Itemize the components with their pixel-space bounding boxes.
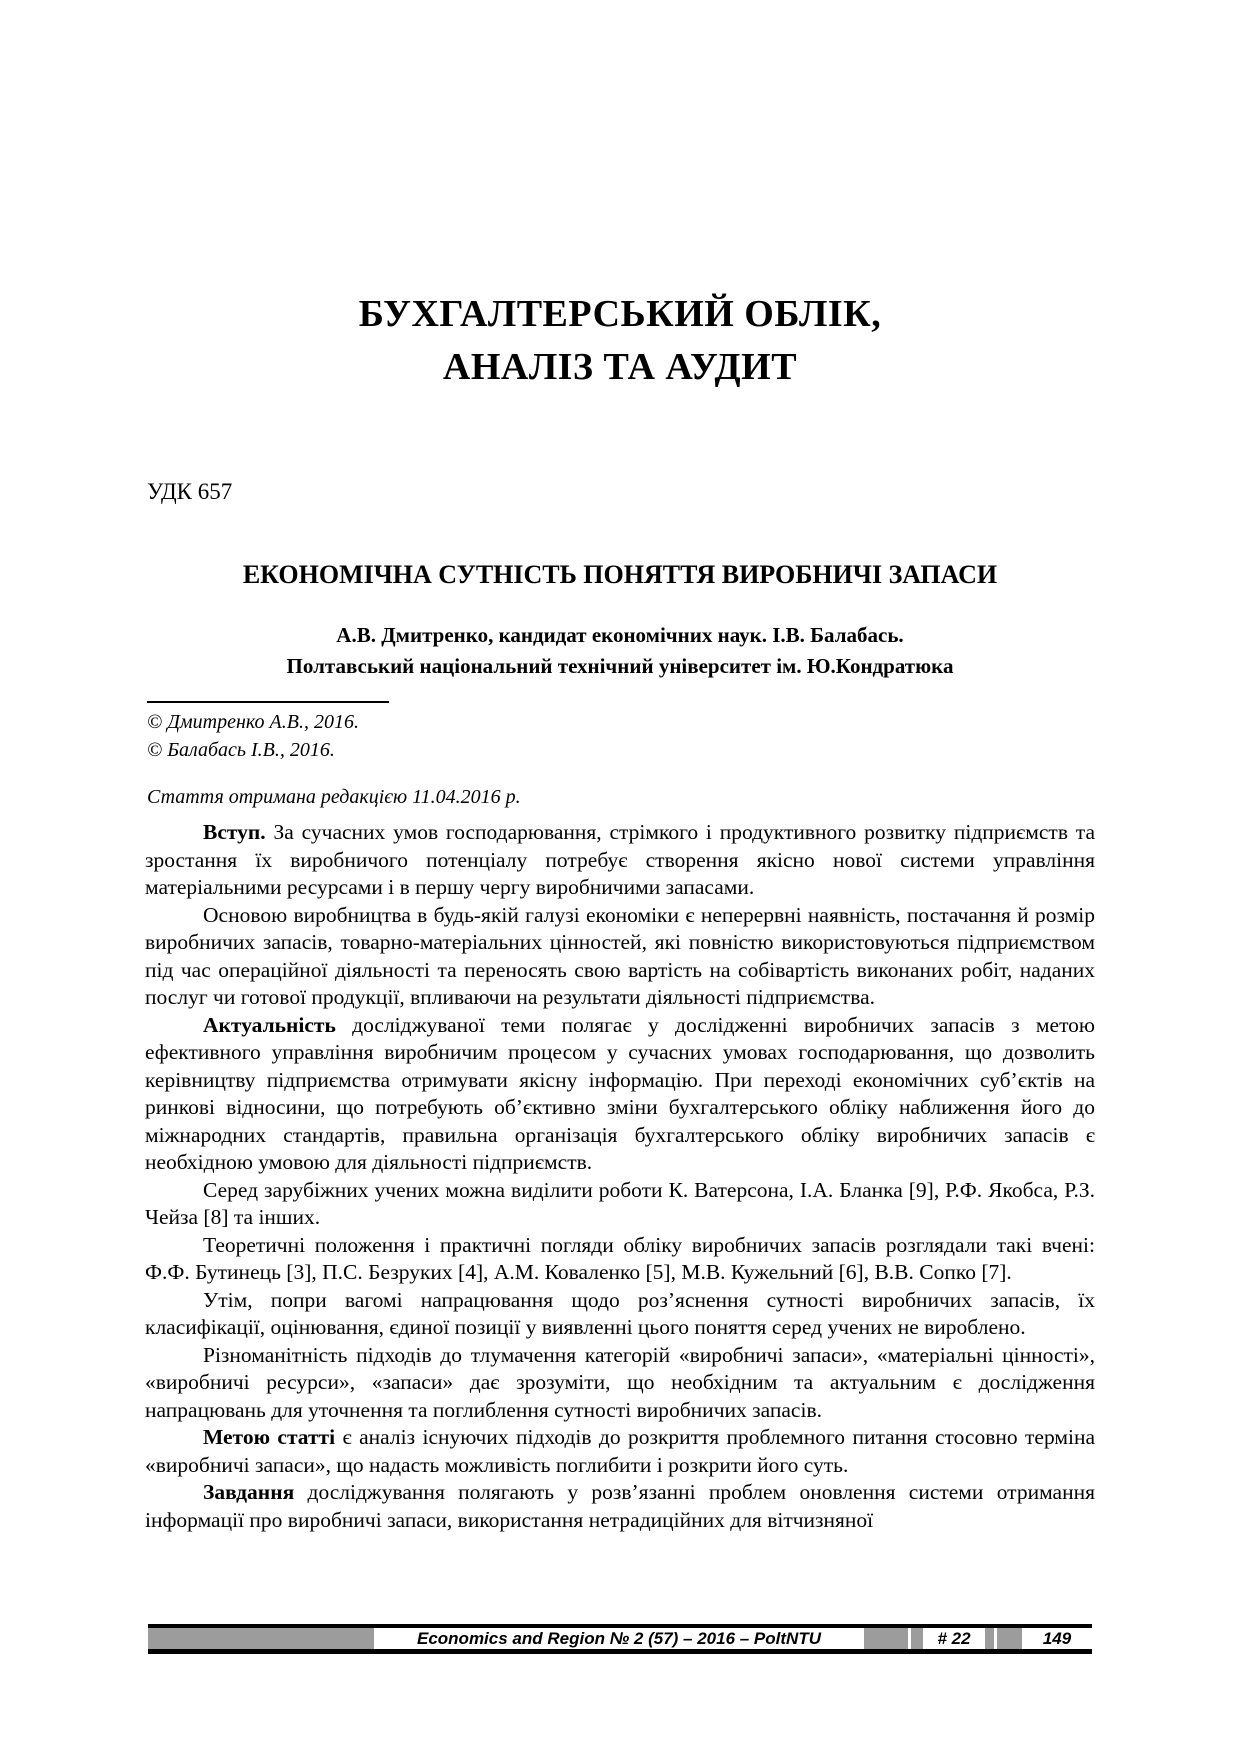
received-date-note: Стаття отримана редакцією 11.04.2016 р. bbox=[147, 786, 521, 808]
footer-page-number: 149 bbox=[1022, 1628, 1092, 1649]
copyright-block bbox=[147, 708, 359, 764]
authors-block bbox=[145, 620, 1095, 682]
footer-journal-title: Economics and Region № 2 (57) – 2016 – PoltNTU bbox=[374, 1628, 864, 1649]
paragraph-text: є аналіз існуючих підходів до розкриття проблемного питання стосовно терміна «виробничі запаси», що надасть можливість поглибити і розкрити його суть. bbox=[145, 1425, 1096, 1477]
article-body bbox=[145, 819, 1095, 1534]
udk-code: УДК 657 bbox=[147, 479, 233, 504]
paragraph bbox=[145, 1342, 1095, 1425]
paragraph-lead: Завдання bbox=[203, 1480, 295, 1504]
copyright-divider bbox=[147, 701, 389, 703]
section-title-line-1: БУХГАЛТЕРСЬКИЙ ОБЛІК, bbox=[358, 293, 882, 335]
affiliation-line: Полтавський національний технічний університет ім. Ю.Кондратюка bbox=[286, 654, 954, 678]
paragraph-aktualnist bbox=[145, 1012, 1095, 1177]
article-title: ЕКОНОМІЧНА СУТНІСТЬ ПОНЯТТЯ ВИРОБНИЧІ ЗАПАСИ bbox=[242, 560, 998, 589]
paragraph-text: Теоретичні положення і практичні погляди обліку виробничих запасів розглядали такі вчені: Ф.Ф. Бутинець [3], П.С. Безруких [4], А.М. Коваленко [5], М.В. Кужельний [6], В.В. Сопко [7]. bbox=[145, 1232, 1095, 1284]
paragraph-text: Серед зарубіжних учених можна виділити роботи К. Ватерсона, І.А. Бланка [9], Р.Ф. Якобса, Р.З. Чейза [8] та інших. bbox=[145, 1177, 1095, 1229]
paragraph-text: досліджуваної теми полягає у дослідженні виробничих запасів з метою ефективного управління виробничим процесом у сучасних умовах господарювання, що дозволить керівництву підприємства отримувати якісну інформацію. При переході економічних суб’єктів на ринкові відносини, що потребують об’єктивно зміни бухгалтерського обліку наближення його до міжнародних стандартів, правильна організація бухгалтерського обліку виробничих запасів є необхідною умовою для діяльності підприємств. bbox=[145, 1012, 1095, 1174]
paragraph-text: За сучасних умов господарювання, стрімкого і продуктивного розвитку підприємств та зростання їх виробничого потенціалу потребує створення якісно нової системи управління матеріальними ресурсами і в першу чергу виробничими запасами. bbox=[145, 820, 1095, 899]
paragraph bbox=[145, 1177, 1095, 1232]
footer-separator-block bbox=[911, 1628, 923, 1649]
footer-issue-number: # 22 bbox=[923, 1628, 985, 1649]
paragraph-lead: Актуальність bbox=[203, 1012, 336, 1037]
footer-separator-block bbox=[864, 1628, 908, 1649]
paragraph bbox=[145, 1232, 1095, 1287]
paragraph-text: досліджування полягають у розв’язанні проблем оновлення системи отримання інформації про виробничі запаси, використання нетрадиційних для вітчизняної bbox=[145, 1480, 1095, 1532]
copyright-line: © Дмитренко А.В., 2016. bbox=[147, 711, 359, 733]
authors-line: А.В. Дмитренко, кандидат економічних наук. І.В. Балабась. bbox=[336, 623, 904, 647]
paragraph-lead: Вступ. bbox=[203, 820, 266, 844]
paragraph bbox=[145, 1287, 1095, 1342]
paragraph-text: Утім, попри вагомі напрацювання щодо роз’яснення сутності виробничих запасів, їх класифікації, оцінювання, єдиної позиції у виявленні цього поняття серед учених не вироблено. bbox=[145, 1287, 1095, 1339]
section-title bbox=[145, 288, 1095, 394]
paragraph-meta-statti bbox=[145, 1424, 1095, 1479]
footer-separator-block bbox=[148, 1628, 374, 1649]
page-footer-bar bbox=[148, 1624, 1092, 1654]
footer-separator-block bbox=[997, 1628, 1022, 1649]
section-title-line-2: АНАЛІЗ ТА АУДИТ bbox=[442, 346, 798, 388]
paragraph-zavdannia bbox=[145, 1479, 1095, 1534]
paragraph-vstup bbox=[145, 819, 1095, 902]
footer-separator-block bbox=[985, 1628, 994, 1649]
paragraph bbox=[145, 902, 1095, 1012]
paragraph-text: Різноманітність підходів до тлумачення категорій «виробничі запаси», «матеріальні цінності», «виробничі ресурси», «запаси» дає зрозуміти, що необхідним та актуальним є дослідження напрацювань для уточнення та поглиблення сутності виробничих запасів. bbox=[145, 1342, 1095, 1422]
paragraph-text: Основою виробництва в будь-якій галузі економіки є неперервні наявність, постачання й розмір виробничих запасів, товарно-матеріальних цінностей, які повністю використовуються підприємством під час операційної діяльності та переносять свою вартість на собівартість виконаних робіт, наданих послуг чи готової продукції, впливаючи на результати діяльності підприємства. bbox=[145, 902, 1095, 1009]
copyright-line: © Балабась І.В., 2016. bbox=[147, 739, 335, 761]
paragraph-lead: Метою статті bbox=[203, 1425, 336, 1449]
